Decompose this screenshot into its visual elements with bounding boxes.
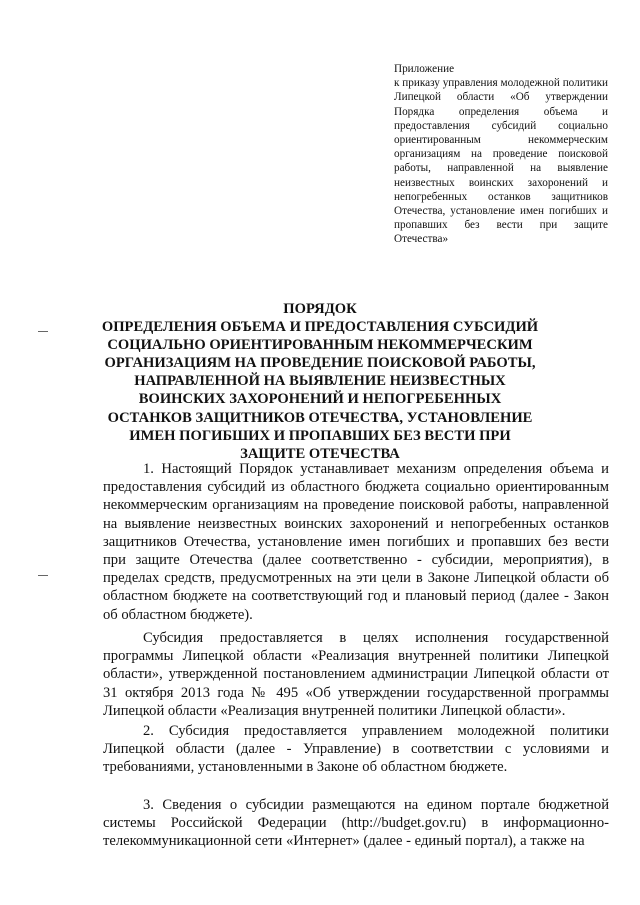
document-title (95, 300, 545, 463)
appendix-block (394, 62, 608, 247)
appendix-text: к приказу управления молодежной политики Липецкой области «Об утверждении Порядка определения объема и предоставления субсидий социально ориентированным некоммерческим организациям на проведение поисковой работы, направленной на выявление неизвестных воинских захоронений и непогребенных останков защитников Отечества, установление имен погибших и пропавших без вести при защите Отечества» (394, 77, 608, 246)
paragraph-2: 2. Субсидия предоставляется управлением молодежной политики Липецкой области (далее - Управление) в соответствии с условиями и требованиями, установленными в Законе об областном бюджете. (103, 723, 609, 776)
title-text: ОПРЕДЕЛЕНИЯ ОБЪЕМА И ПРЕДОСТАВЛЕНИЯ СУБСИДИЙ СОЦИАЛЬНО ОРИЕНТИРОВАННЫМ НЕКОММЕРЧЕСКИМ ОРГАНИЗАЦИЯМ НА ПРОВЕДЕНИЕ ПОИСКОВОЙ РАБОТЫ, НАПРАВЛЕННОЙ НА ВЫЯВЛЕНИЕ НЕИЗВЕСТНЫХ ВОИНСКИХ ЗАХОРОНЕНИЙ И НЕПОГРЕБЕННЫХ ОСТАНКОВ ЗАЩИТНИКОВ ОТЕЧЕСТВА, УСТАНОВЛЕНИЕ ИМЕН ПОГИБШИХ И ПРОПАВШИХ БЕЗ ВЕСТИ ПРИ ЗАЩИТЕ ОТЕЧЕСТВА (101, 319, 539, 462)
margin-mark (38, 575, 48, 576)
title-line-1: ПОРЯДОК (283, 301, 357, 317)
appendix-heading: Приложение (394, 63, 455, 75)
margin-mark (38, 331, 48, 332)
paragraph-1: 1. Настоящий Порядок устанавливает механизм определения объема и предоставления субсидий из областного бюджета социально ориентированным некоммерческим организациям на проведение поисковой работы, направленной на выявление неизвестных воинских захоронений и непогребенных останков защитников Отечества, установление имен погибших и пропавших без вести при защите Отечества (далее соответственно - субсидии, мероприятия), в пределах средств, предусмотренных на эти цели в Законе Липецкой области об областном бюджете на соответствующий год и плановый период (далее - Закон об областном бюджете). (103, 461, 609, 623)
paragraph-3: 3. Сведения о субсидии размещаются на едином портале бюджетной системы Российской Федерации (http://budget.gov.ru) в информационно-телекоммуникационной сети «Интернет» (далее - единый портал), а также на (103, 797, 609, 850)
paragraph-subsidy-purpose: Субсидия предоставляется в целях исполнения государственной программы Липецкой области «Реализация внутренней политики Липецкой области», утвержденной постановлением администрации Липецкой области от 31 октября 2013 года № 495 «Об утверждении государственной программы Липецкой области «Реализация внутренней политики Липецкой области». (103, 630, 609, 719)
